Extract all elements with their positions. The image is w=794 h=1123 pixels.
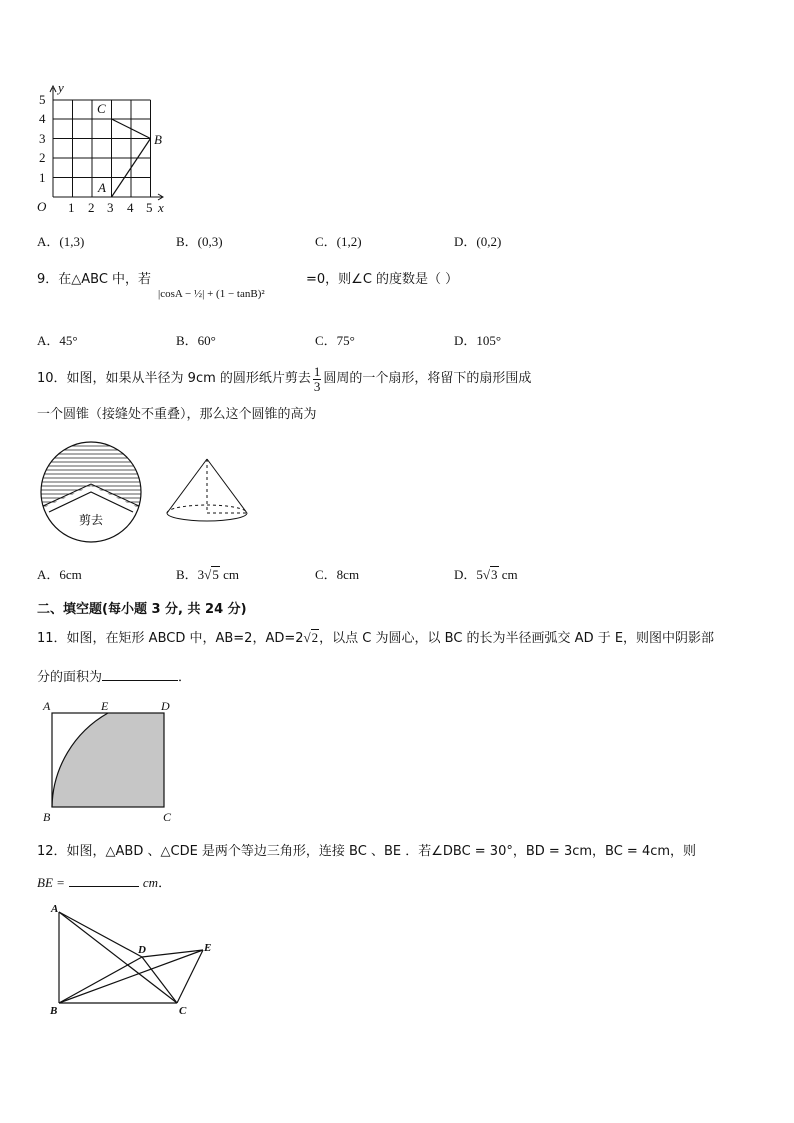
q9-formula: |cosA − ½| + (1 − tanB)² bbox=[158, 288, 265, 300]
q9-option-d: D．105° bbox=[454, 333, 502, 348]
q10-option-d: D．5√3 cm bbox=[454, 567, 518, 582]
q12-answer-blank[interactable] bbox=[69, 874, 139, 887]
q10-stem-part1: 10．如图，如果从半径为 9cm 的圆形纸片剪去 bbox=[37, 371, 311, 386]
q12-stem-line2: BE = cm． bbox=[37, 875, 172, 891]
x-axis-label: x bbox=[158, 200, 164, 215]
x-tick-1: 1 bbox=[68, 200, 75, 215]
q12-label-a: A bbox=[51, 903, 59, 915]
q8-option-b: B．(0,3) bbox=[176, 234, 223, 249]
q8-grid-figure bbox=[30, 80, 180, 220]
q11-rectangle-figure bbox=[40, 697, 180, 825]
q9-stem-suffix: =0，则∠C 的度数是（ ） bbox=[306, 272, 459, 287]
q12-triangles-figure bbox=[45, 900, 225, 1022]
x-tick-2: 2 bbox=[88, 200, 95, 215]
q8-option-a: A．(1,3) bbox=[37, 234, 85, 249]
q10-fraction bbox=[313, 365, 322, 394]
q9-stem-prefix: 9．在△ABC 中，若 bbox=[37, 272, 152, 287]
x-tick-3: 3 bbox=[107, 200, 114, 215]
q11-answer-blank[interactable] bbox=[102, 668, 178, 681]
x-tick-4: 4 bbox=[127, 200, 134, 215]
y-tick-4: 4 bbox=[39, 111, 46, 126]
q10-stem-line2: 一个圆锥（接缝处不重叠），那么这个圆锥的高为 bbox=[37, 407, 317, 422]
q10-option-c: C．8cm bbox=[315, 567, 360, 582]
q10-fraction-num: 1 bbox=[313, 363, 321, 379]
point-c-label: C bbox=[97, 101, 106, 116]
cut-label: 剪去 bbox=[79, 513, 104, 527]
q11-label-c: C bbox=[163, 810, 172, 824]
q9-option-b: B．60° bbox=[176, 333, 216, 348]
origin-label: O bbox=[37, 199, 47, 214]
q12-stem-line1: 12．如图，△ABD 、△CDE 是两个等边三角形，连接 BC 、BE ．若∠DBC = 30°，BD = 3cm，BC = 4cm，则 bbox=[37, 844, 697, 859]
q10-stem-line1 bbox=[37, 360, 531, 398]
q10-circle-figure bbox=[35, 440, 150, 545]
q12-label-d: D bbox=[138, 944, 146, 956]
y-tick-1: 1 bbox=[39, 170, 46, 185]
q10-fraction-den: 3 bbox=[313, 378, 321, 394]
q9-option-a: A．45° bbox=[37, 333, 78, 348]
q10-option-a: A．6cm bbox=[37, 567, 82, 582]
y-tick-5: 5 bbox=[39, 92, 46, 107]
q8-option-c: C．(1,2) bbox=[315, 234, 362, 249]
q11-label-e: E bbox=[101, 699, 109, 713]
y-axis-label: y bbox=[58, 80, 64, 95]
q11-label-b: B bbox=[43, 810, 51, 824]
x-tick-5: 5 bbox=[146, 200, 153, 215]
q8-option-d: D．(0,2) bbox=[454, 234, 502, 249]
q11-stem-line1: 11．如图，在矩形 ABCD 中，AB=2，AD=2√2，以点 C 为圆心，以 BC 的长为半径画弧交 AD 于 E，则图中阴影部 bbox=[37, 630, 715, 646]
q12-label-b: B bbox=[50, 1005, 58, 1017]
q11-label-a: A bbox=[43, 699, 51, 713]
q11-label-d: D bbox=[161, 699, 170, 713]
q9-option-c: C．75° bbox=[315, 333, 355, 348]
y-tick-2: 2 bbox=[39, 150, 46, 165]
y-tick-3: 3 bbox=[39, 131, 46, 146]
point-b-label: B bbox=[154, 132, 162, 147]
q10-stem-part2: 圆周的一个扇形，将留下的扇形围成 bbox=[323, 371, 532, 386]
q11-stem-line2: 分的面积为 ． bbox=[37, 670, 192, 685]
q10-cone-figure bbox=[160, 455, 255, 527]
point-a-label: A bbox=[98, 180, 106, 195]
q12-label-e: E bbox=[204, 942, 212, 954]
section-2-title: 二、填空题(每小题 3 分, 共 24 分) bbox=[37, 602, 247, 617]
q10-option-b: B．3√5 cm bbox=[176, 567, 239, 582]
q12-label-c: C bbox=[179, 1005, 187, 1017]
